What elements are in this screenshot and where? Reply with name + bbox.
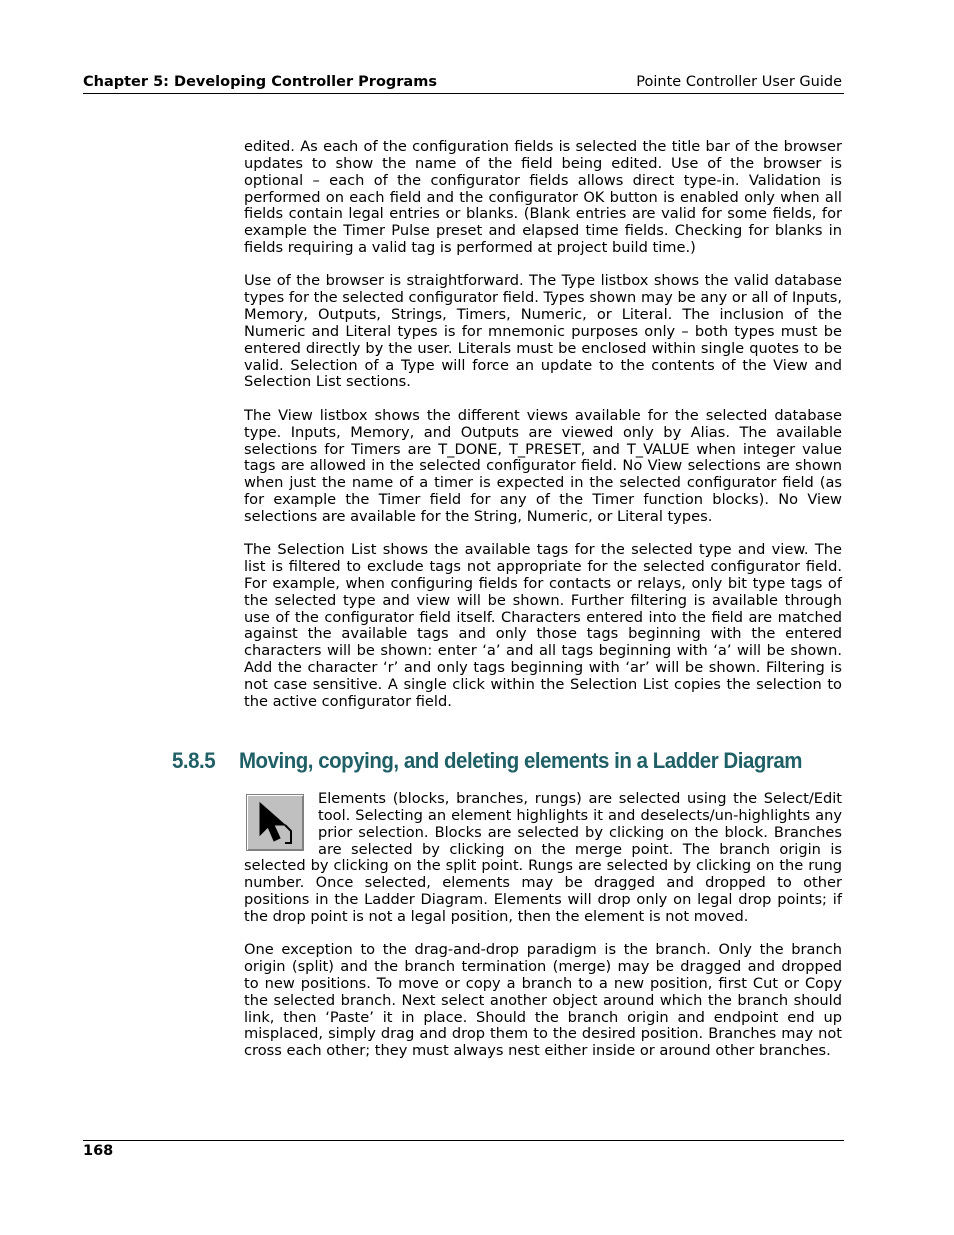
section-title: Moving, copying, and deleting elements in a Ladder Diagram: [238, 748, 803, 773]
section-number: 5.8.5: [172, 748, 216, 773]
paragraph: edited. As each of the configuration fields is selected the title bar of the browser updates to show the name of the field being edited. Use of the browser is optional – each of the configurator fields allows direct type-in. Validation is performed on each field and the configurator OK button is enabled only when all fields contain legal entries or blanks. (Blank entries are valid for some fields, for example the Timer Pulse preset and elapsed time fields. Checking for blanks in fields requiring a valid tag is performed at project build time.): [244, 138, 842, 257]
page-header: [83, 73, 844, 94]
chapter-title: Chapter 5: Developing Controller Programs: [83, 74, 437, 90]
select-edit-arrow-icon: [246, 794, 304, 851]
paragraph: Use of the browser is straightforward. The Type listbox shows the valid database types for the selected configurator field. Types shown may be any or all of Inputs, Memory, Outputs, Strings, Timers, Numeric, or Literal. The inclusion of the Numeric and Literal types is for mnemonic purposes only – both types must be entered directly by the user. Literals must be enclosed within single quotes to be valid. Selection of a Type will force an update to the contents of the View and Selection List sections.: [244, 272, 842, 391]
section-heading: [172, 748, 804, 774]
paragraph: The Selection List shows the available tags for the selected type and view. The list is filtered to exclude tags not appropriate for the selected configurator field. For example, when configuring fields for contacts or relays, only bit type tags of the selected type and view will be shown. Further filtering is available through use of the configurator field itself. Characters entered into the field are matched against the available tags and only those tags beginning with the entered characters will be shown: enter ‘a’ and all tags beginning with ‘a’ will be shown. Add the character ‘r’ and only tags beginning with ‘ar’ will be shown. Filtering is not case sensitive. A single click within the Selection List copies the selection to the active configurator field.: [244, 541, 842, 710]
paragraph: One exception to the drag-and-drop paradigm is the branch. Only the branch origin (split) and the branch termination (merge) may be dragged and dropped to new positions. To move or copy a branch to a new position, first Cut or Copy the selected branch. Next select another object around which the branch should link, then ‘Paste’ it in place. Should the branch origin and endpoint end up misplaced, simply drag and drop them to the desired position. Branches may not cross each other; they must always nest either inside or around other branches.: [244, 941, 842, 1060]
paragraph: The View listbox shows the different views available for the selected database type. Inputs, Memory, and Outputs are viewed only by Alias. The available selections for Timers are T_DONE, T_PRESET, and T_VALUE when integer value tags are allowed in the selected configurator field. No View selections are shown when just the name of a timer is expected in the selected configurator field (as for example the Timer field for any of the Timer function blocks). No View selections are available for the String, Numeric, or Literal types.: [244, 406, 842, 525]
section-body: [244, 791, 842, 1077]
guide-title: Pointe Controller User Guide: [636, 74, 842, 90]
paragraph: Elements (blocks, branches, rungs) are selected using the Select/Edit tool. Selecting an element highlights it and deselects/un-highlights any prior selection. Blocks are selected by clicking on the block. Branches are selected by clicking on the merge point. The branch origin is selected by clicking on the split point. Rungs are selected by clicking on the rung number. Once selected, elements may be dragged and dropped to other positions in the Ladder Diagram. Elements will drop only on legal drop points; if the drop point is not a legal position, then the element is not moved.: [244, 790, 842, 925]
page-number: 168: [83, 1143, 114, 1159]
section-body: [244, 139, 842, 727]
page-footer: [83, 1140, 844, 1159]
